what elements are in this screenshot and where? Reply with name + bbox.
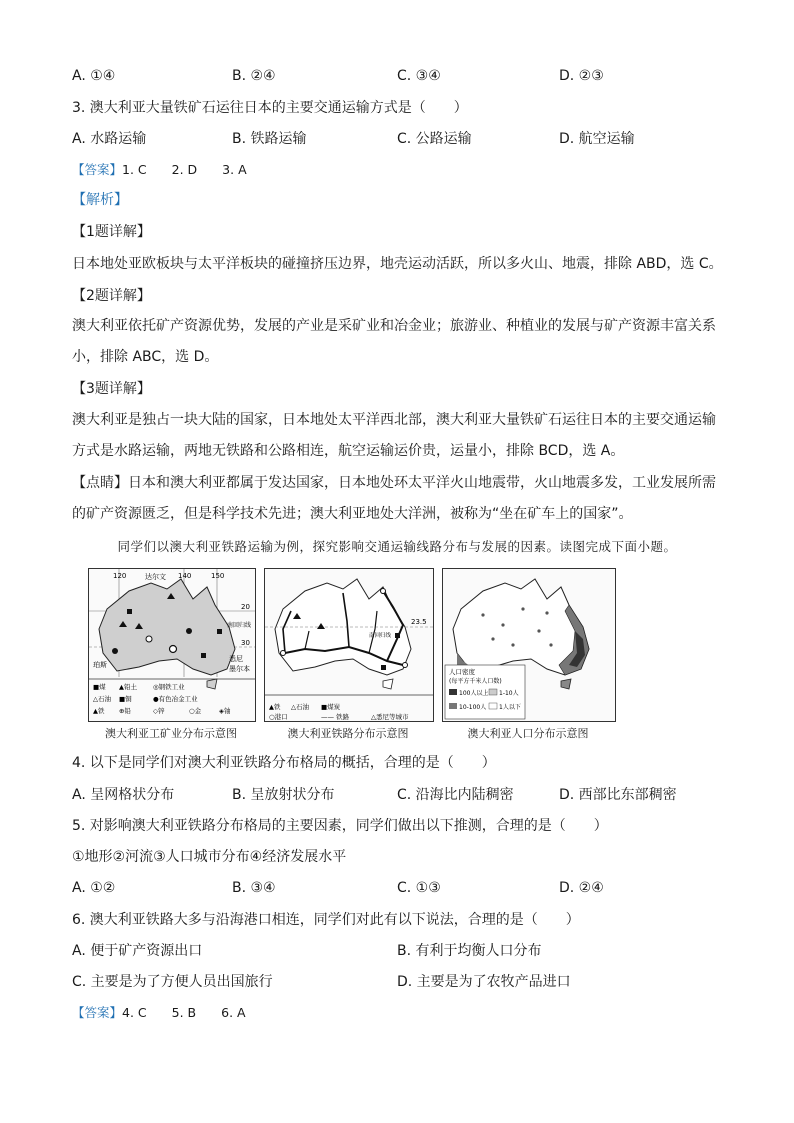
- comment-line-1: [72, 473, 716, 493]
- population-dot: [537, 629, 540, 632]
- question-6-stem: 6. 澳大利亚铁路大多与沿海港口相连，同学们对此有以下说法，合理的是（ ）: [72, 912, 580, 928]
- answer-text: 4. C 5. B 6. A: [122, 1005, 246, 1020]
- detail-3-line-1: 澳大利亚是独占一块大陆的国家，日本地处太平洋西北部，澳大利亚大量铁矿石运往日本的主要交通运输: [72, 412, 716, 428]
- lon-120-label: 120: [113, 572, 127, 580]
- legend-item: ◎钢铁工业: [153, 683, 185, 691]
- port-symbol: [403, 663, 408, 668]
- legend-swatch: [489, 689, 497, 695]
- answer-tag: 【答案】: [72, 1005, 123, 1020]
- legend-item: ■煤炭: [321, 703, 341, 711]
- prev-question-options: [72, 66, 722, 86]
- question-6-options-row-1: [72, 941, 722, 961]
- question-5-stem: 5. 对影响澳大利亚铁路分布格局的主要因素，同学们做出以下推测，合理的是（ ）: [72, 818, 608, 834]
- legend-item: 100人以上: [459, 690, 489, 697]
- legend-swatch: [449, 703, 457, 709]
- map-figures: [88, 568, 618, 743]
- legend-item: △石油: [291, 703, 309, 711]
- tasmania-outline: [561, 679, 571, 689]
- option-a: A. ①②: [72, 880, 116, 896]
- option-c: C. ①③: [397, 880, 441, 896]
- option-d: D. 航空运输: [559, 131, 635, 147]
- option-c: C. ③④: [397, 68, 441, 84]
- option-d: D. 西部比东部稠密: [559, 787, 677, 803]
- map-population-caption: 澳大利亚人口分布示意图: [467, 727, 589, 740]
- option-d: D. 主要是为了农牧产品进口: [397, 974, 571, 990]
- legend-item: ■铜: [119, 695, 132, 703]
- legend-item: ■煤: [93, 683, 106, 691]
- steel-symbol: [170, 646, 177, 653]
- legend-item: 1-10人: [499, 690, 519, 697]
- lat-23-label: 23.5: [411, 618, 427, 626]
- detail-2-tag: 【2题详解】: [72, 288, 151, 304]
- lat-20-label: 20: [241, 603, 250, 611]
- sydney-label: 悉尼: [229, 655, 243, 663]
- option-a: A. 便于矿产资源出口: [72, 943, 203, 959]
- detail-2-line-1: 澳大利亚依托矿产资源优势，发展的产业是采矿业和冶金业；旅游业、种植业的发展与矿产资源丰富关系: [72, 318, 716, 334]
- tasmania-outline: [207, 679, 217, 689]
- detail-1-text: 日本地处亚欧板块与太平洋板块的碰撞挤压边界，地壳运动活跃，所以多火山、地震，排除 ABD，选 C。: [72, 256, 723, 272]
- legend-item: ◇锌: [153, 707, 165, 715]
- gold-symbol: [146, 636, 152, 642]
- question-4-stem: 4. 以下是同学们对澳大利亚铁路分布格局的概括，合理的是（ ）: [72, 755, 496, 771]
- legend-item: ▲铅土: [119, 683, 137, 691]
- tropic-label: 南回归线: [227, 622, 252, 629]
- legend-item: —— 铁路: [321, 713, 350, 721]
- analysis-tag: 【解析】: [72, 192, 128, 208]
- map-industry-caption: 澳大利亚工矿业分布示意图: [105, 727, 237, 740]
- option-b: B. 铁路运输: [232, 131, 307, 147]
- population-dot: [545, 611, 548, 614]
- option-c: C. 公路运输: [397, 131, 472, 147]
- option-b: B. 呈放射状分布: [232, 787, 335, 803]
- legend-subtitle: (每平方千米人口数): [449, 678, 502, 685]
- coal-symbol: [381, 665, 386, 670]
- legend-item: ○金: [189, 707, 202, 715]
- perth-label: 珀斯: [93, 661, 107, 669]
- question-5-statements: ①地形②河流③人口城市分布④经济发展水平: [72, 849, 347, 865]
- population-dot: [491, 637, 494, 640]
- population-dot: [549, 643, 552, 646]
- question-3-options: [72, 129, 722, 149]
- option-c: C. 沿海比内陆稠密: [397, 787, 514, 803]
- question-4-options: [72, 785, 722, 805]
- question-5-options: [72, 878, 722, 898]
- legend-swatch: [489, 703, 497, 709]
- lat-30-label: 30: [241, 639, 250, 647]
- tasmania-outline: [383, 679, 393, 689]
- answer-block-2: [72, 1003, 246, 1023]
- lon-150-label: 150: [211, 572, 225, 580]
- coal-symbol: [201, 653, 206, 658]
- smelting-symbol: [112, 648, 118, 654]
- option-d: D. ②④: [559, 880, 604, 896]
- legend-swatch: [449, 689, 457, 695]
- option-d: D. ②③: [559, 68, 604, 84]
- darwin-label: 达尔文: [145, 573, 166, 581]
- map-population-svg: [443, 569, 615, 721]
- legend-item: 10-100人: [459, 704, 487, 711]
- legend-title: 人口密度: [449, 668, 475, 676]
- comment-tag: 【点睛】: [72, 475, 128, 491]
- option-b: B. ②④: [232, 68, 276, 84]
- legend-item: ●有色冶金工业: [153, 695, 198, 703]
- legend-item: △石油: [93, 695, 111, 703]
- coal-symbol: [395, 633, 400, 638]
- option-b: B. 有利于均衡人口分布: [397, 943, 542, 959]
- detail-1-tag: 【1题详解】: [72, 224, 151, 240]
- legend-item: ○港口: [269, 713, 288, 721]
- population-dot: [501, 623, 504, 626]
- answer-text: 1. C 2. D 3. A: [122, 162, 247, 177]
- lon-140-label: 140: [178, 572, 192, 580]
- comment-line-2: 的矿产资源匮乏，但是科学技术先进；澳大利亚地处大洋洲，被称为“坐在矿车上的国家”。: [72, 506, 633, 522]
- detail-3-line-2: 方式是水路运输，两地无铁路和公路相连，航空运输运价贵，运量小，排除 BCD，选 A。: [72, 443, 625, 459]
- legend-item: ▲铁: [93, 707, 105, 715]
- population-dot: [521, 607, 524, 610]
- answer-tag: 【答案】: [72, 162, 123, 177]
- legend-item: 1人以下: [499, 704, 521, 711]
- answer-block-1: [72, 160, 247, 180]
- option-c: C. 主要是为了方便人员出国旅行: [72, 974, 273, 990]
- map-railway-svg: [265, 569, 433, 721]
- map-population: [442, 568, 616, 722]
- coal-symbol: [217, 629, 222, 634]
- comment-text-1: 日本和澳大利亚都属于发达国家，日本地处环太平洋火山地震带，火山地震多发，工业发展所需: [128, 475, 716, 491]
- smelting-symbol: [186, 628, 192, 634]
- port-symbol: [381, 589, 386, 594]
- population-dot: [481, 613, 484, 616]
- option-a: A. 呈网格状分布: [72, 787, 175, 803]
- detail-3-tag: 【3题详解】: [72, 381, 151, 397]
- question-6-options-row-2: [72, 972, 722, 992]
- map-railway: [264, 568, 434, 722]
- question-3-stem: 3. 澳大利亚大量铁矿石运往日本的主要交通运输方式是（ ）: [72, 100, 468, 116]
- detail-2-line-2: 小，排除 ABC，选 D。: [72, 349, 219, 365]
- option-a: A. ①④: [72, 68, 116, 84]
- reading-intro: 同学们以澳大利亚铁路运输为例，探究影响交通运输线路分布与发展的因素。读图完成下面小题。: [117, 539, 677, 554]
- map-railway-caption: 澳大利亚铁路分布示意图: [287, 727, 409, 740]
- melbourne-label: 墨尔本: [229, 665, 250, 673]
- legend-item: ◈铀: [219, 707, 231, 715]
- coal-symbol: [127, 609, 132, 614]
- option-a: A. 水路运输: [72, 131, 147, 147]
- map-industry-mining: [88, 568, 256, 722]
- map-industry-svg: [89, 569, 255, 721]
- legend-item: ▲铁: [269, 703, 281, 711]
- legend-item: △悉尼等城市: [371, 713, 409, 721]
- legend-item: ⊕铅: [119, 707, 131, 715]
- port-symbol: [281, 651, 286, 656]
- population-dot: [511, 643, 514, 646]
- option-b: B. ③④: [232, 880, 276, 896]
- tropic-label: 南回归线: [369, 633, 392, 639]
